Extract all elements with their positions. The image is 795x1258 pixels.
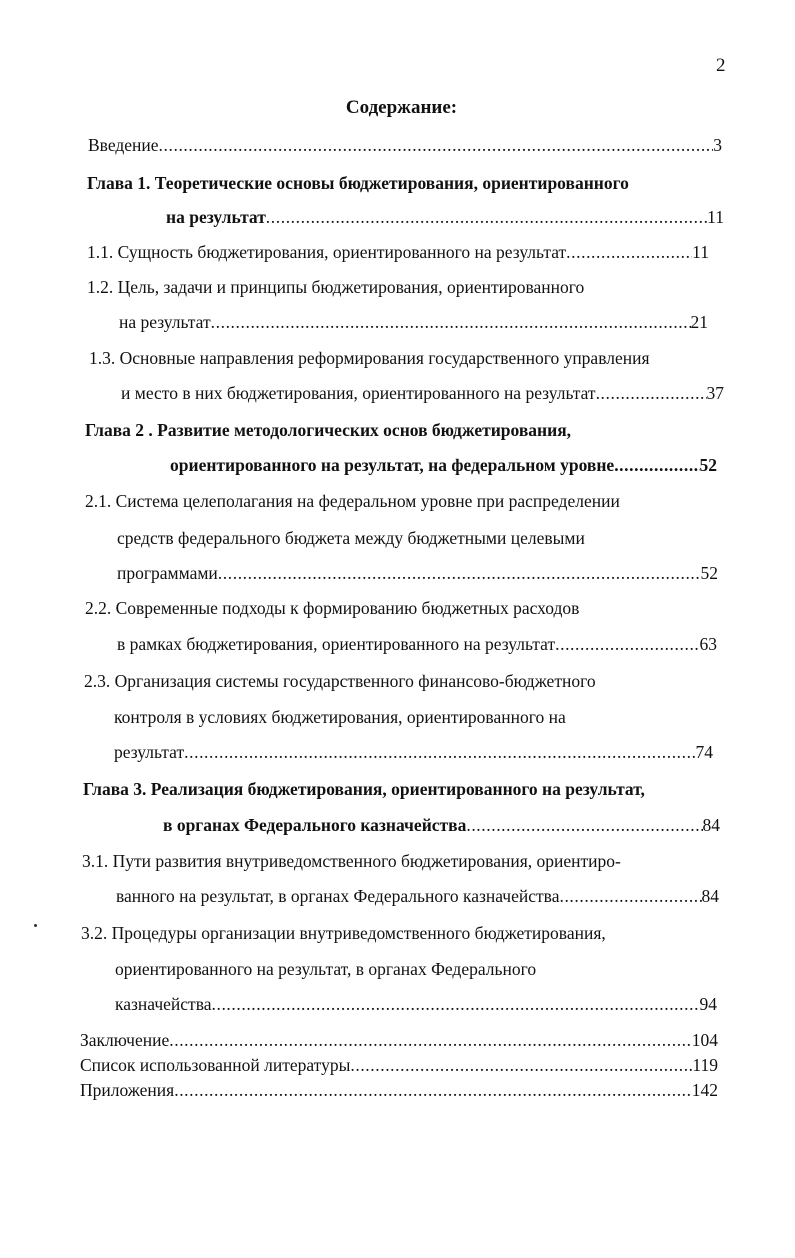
toc-chapter-1-line-1: Глава 1. Теоретические основы бюджетирования, ориентированного (87, 173, 629, 193)
toc-entry-text: Заключение (80, 1030, 170, 1050)
toc-entry-text: Приложения (80, 1080, 175, 1100)
toc-section-3-2-line-2: ориентированного на результат, в органах Федерального (115, 959, 537, 979)
toc-section-2-1-line-3 (117, 562, 718, 584)
toc-section-3-1-line-2 (116, 885, 719, 907)
toc-entry-text: на результат (119, 312, 211, 332)
toc-page-number: 84 (701, 886, 719, 906)
toc-section-1-3-line-1: 1.3. Основные направления реформирования государственного управления (89, 348, 650, 368)
toc-page-number: 104 (691, 1030, 718, 1050)
leader-dots (596, 382, 707, 404)
leader-dots (169, 1029, 692, 1051)
toc-entry-references (80, 1054, 718, 1076)
leader-dots (466, 814, 702, 836)
toc-section-3-1-line-1: 3.1. Пути развития внутриведомственного бюджетирования, ориентиро- (82, 851, 621, 871)
toc-section-2-2-line-2 (117, 633, 717, 655)
toc-page-number: 52 (700, 563, 718, 583)
leader-dots (614, 454, 699, 476)
page-title: Содержание: (345, 97, 458, 118)
leader-dots (350, 1054, 692, 1076)
leader-dots (218, 562, 701, 584)
toc-section-3-2-line-3 (115, 993, 717, 1015)
toc-section-2-3-line-3 (114, 741, 713, 763)
toc-entry-text: и место в них бюджетирования, ориентированного на результат (121, 383, 596, 403)
toc-entry-text: в органах Федерального казначейства (163, 815, 467, 835)
leader-dots (184, 741, 695, 763)
toc-section-1-3-line-2 (121, 382, 724, 404)
toc-entry-text: ванного на результат, в органах Федерального казначейства (116, 886, 560, 906)
toc-page-number: 11 (707, 207, 724, 227)
leader-dots (212, 993, 700, 1015)
toc-page-number: 37 (706, 383, 724, 403)
toc-page-number: 11 (692, 242, 709, 262)
leader-dots (159, 134, 714, 156)
toc-section-2-3-line-2: контроля в условиях бюджетирования, ориентированного на (114, 707, 566, 727)
toc-section-2-1-line-2: средств федерального бюджета между бюджетными целевыми (117, 528, 585, 548)
toc-section-2-1-line-1: 2.1. Система целеполагания на федеральном уровне при распределении (85, 491, 620, 511)
toc-chapter-3-line-2 (163, 814, 720, 836)
leader-dots (174, 1079, 692, 1101)
toc-page-number: 52 (699, 455, 717, 475)
toc-entry-text: результат (114, 742, 185, 762)
scan-speck (34, 924, 37, 927)
toc-entry-appendices (80, 1079, 718, 1101)
toc-entry-text: на результат (166, 207, 266, 227)
toc-entry-text: Список использованной литературы (80, 1055, 351, 1075)
toc-entry-text: программами (117, 563, 218, 583)
toc-page-number: 74 (695, 742, 713, 762)
toc-chapter-2-line-2 (170, 454, 717, 476)
toc-entry-conclusion (80, 1029, 718, 1051)
toc-chapter-3-line-1: Глава 3. Реализация бюджетирования, ориентированного на результат, (83, 779, 645, 799)
toc-section-3-2-line-1: 3.2. Процедуры организации внутриведомственного бюджетирования, (81, 923, 606, 943)
toc-entry-text: 1.1. Сущность бюджетирования, ориентированного на результат (87, 242, 567, 262)
toc-section-2-3-line-1: 2.3. Организация системы государственного финансово-бюджетного (84, 671, 596, 691)
toc-entry-text: ориентированного на результат, на федеральном уровне (170, 455, 615, 475)
page-number: 2 (716, 55, 726, 76)
toc-entry-text: Введение (88, 135, 159, 155)
leader-dots (566, 241, 692, 263)
toc-page-number: 94 (699, 994, 717, 1014)
leader-dots (559, 885, 701, 907)
toc-section-1-2-line-1: 1.2. Цель, задачи и принципы бюджетирования, ориентированного (87, 277, 585, 297)
leader-dots (266, 206, 707, 228)
toc-entry-intro (88, 134, 722, 156)
toc-page-number: 119 (692, 1055, 718, 1075)
toc-page-number: 21 (690, 312, 708, 332)
toc-section-1-2-line-2 (119, 311, 708, 333)
toc-page-number: 142 (691, 1080, 718, 1100)
toc-section-2-2-line-1: 2.2. Современные подходы к формированию бюджетных расходов (85, 598, 580, 618)
toc-entry-text: казначейства (115, 994, 212, 1014)
toc-page-number: 84 (702, 815, 720, 835)
toc-entry-text: в рамках бюджетирования, ориентированного на результат (117, 634, 556, 654)
toc-page-number: 63 (699, 634, 717, 654)
toc-page-number: 3 (713, 135, 722, 155)
toc-chapter-2-line-1: Глава 2 . Развитие методологических основ бюджетирования, (85, 420, 572, 440)
leader-dots (211, 311, 691, 333)
toc-chapter-1-line-2 (166, 206, 724, 228)
toc-section-1-1 (87, 241, 709, 263)
leader-dots (555, 633, 699, 655)
